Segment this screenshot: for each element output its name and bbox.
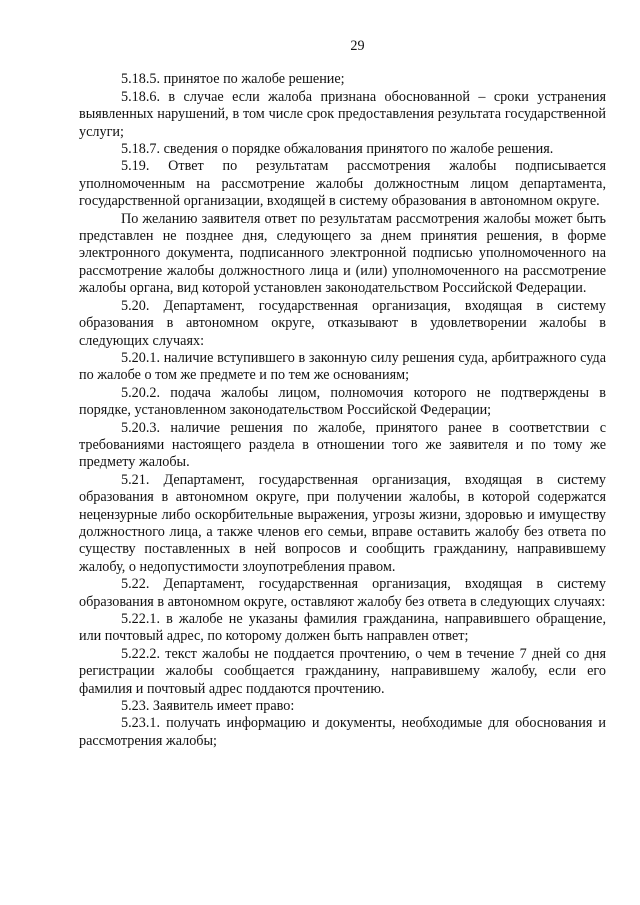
- paragraph-5-20-2: 5.20.2. подача жалобы лицом, полномочия которого не подтверждены в порядке, установленном законодательством Российской Федерации;: [79, 384, 606, 419]
- paragraph-5-23: 5.23. Заявитель имеет право:: [121, 698, 295, 715]
- paragraph-5-22-2: 5.22.2. текст жалобы не поддается прочтению, о чем в течение 7 дней со дня регистрации жалобы сообщается гражданину, направившему жалобу, если его фамилия и почтовый адрес поддаются прочтению.: [79, 645, 606, 697]
- paragraph-5-22-1: 5.22.1. в жалобе не указаны фамилия гражданина, направившего обращение, или почтовый адрес, по которому должен быть направлен ответ;: [79, 611, 606, 645]
- paragraph-5-20-1: 5.20.1. наличие вступившего в законную силу решения суда, арбитражного суда по жалобе о том же предмете и по тем же основаниям;: [79, 349, 606, 384]
- paragraph-5-21: 5.21. Департамент, государственная организация, входящая в систему образования в автономном округе, при получении жалобы, в которой содержатся нецензурные либо оскорбительные выражения, угрозы жизни, здоровью и имуществу должностного лица, а также членов его семьи, вправе оставить жалобу без ответа по существу поставленных в ней вопросов и сообщить гражданину, направившему жалобу, о недопустимости злоупотребления правом.: [79, 471, 606, 575]
- document-body: [79, 71, 606, 750]
- paragraph-5-22: 5.22. Департамент, государственная организация, входящая в систему образования в автономном округе, оставляют жалобу без ответа в следующих случаях:: [79, 576, 606, 610]
- page-number: 29: [350, 38, 365, 54]
- paragraph-5-20-3: 5.20.3. наличие решения по жалобе, принятого ранее в соответствии с требованиями настоящего раздела в отношении того же заявителя и по тому же предмету жалобы.: [79, 419, 606, 471]
- paragraph-5-19: 5.19. Ответ по результатам рассмотрения жалобы подписывается уполномоченным на рассмотрение жалобы должностным лицом департамента, государственной организации, входящей в систему образования в автономном округе.: [79, 158, 606, 210]
- paragraph-5-18-7: 5.18.7. сведения о порядке обжалования принятого по жалобе решения.: [121, 141, 554, 158]
- paragraph-5-19-continued: По желанию заявителя ответ по результатам рассмотрения жалобы может быть представлен не позднее дня, следующего за днем принятия решения, в форме электронного документа, подписанного электронной подписью уполномоченного на рассмотрение жалобы должностного лица и (или) уполномоченного на рассмотрение жалобы органа, вид которой установлен законодательством Российской Федерации.: [79, 210, 606, 297]
- paragraph-5-23-1: 5.23.1. получать информацию и документы, необходимые для обоснования и рассмотрения жалобы;: [79, 715, 606, 749]
- paragraph-5-18-5: 5.18.5. принятое по жалобе решение;: [121, 71, 345, 88]
- paragraph-5-18-6: 5.18.6. в случае если жалоба признана обоснованной – сроки устранения выявленных нарушений, в том числе срок предоставления результата государственной услуги;: [79, 88, 606, 140]
- paragraph-5-20: 5.20. Департамент, государственная организация, входящая в систему образования в автономном округе, отказывают в удовлетворении жалобы в следующих случаях:: [79, 297, 606, 349]
